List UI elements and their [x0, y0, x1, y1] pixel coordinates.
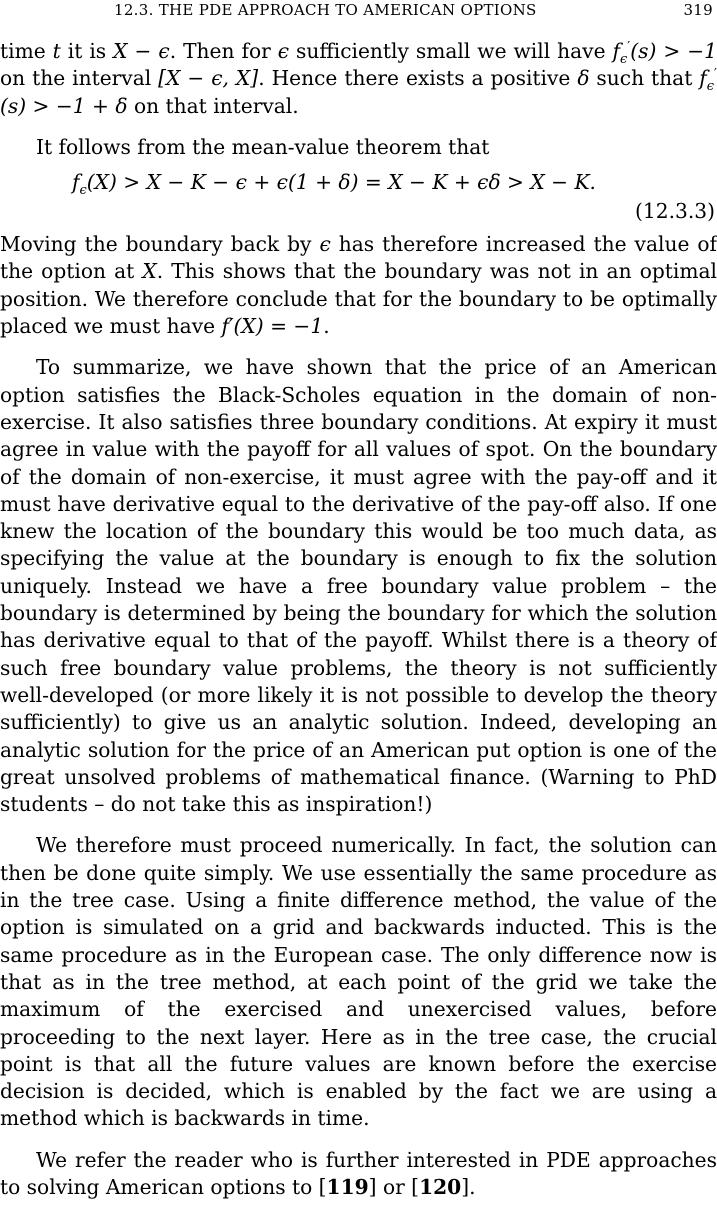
text-run: We refer the reader who is further interested in PDE approaches to solving American options to [	[0, 1147, 717, 1199]
equation-body: (X) > X − K − ϵ + ϵ(1 + δ) = X − K + ϵδ > X − K.	[86, 170, 596, 195]
text-run: Moving the boundary back by	[0, 232, 320, 257]
text-run: ] or [	[368, 1174, 420, 1199]
math-inequality: (s) > −1 + δ	[0, 93, 128, 118]
citation-link[interactable]: 120	[419, 1174, 462, 1199]
paragraph-boundary	[0, 231, 717, 340]
page-number: 319	[683, 1, 713, 19]
text-run: it is	[60, 39, 114, 63]
math-prime: ′	[627, 39, 631, 55]
math-prime: ′	[714, 66, 717, 82]
section-title: 12.3. THE PDE APPROACH TO AMERICAN OPTIONS	[114, 1, 537, 19]
math-f: f	[699, 66, 707, 91]
text-run: on the interval	[0, 66, 159, 91]
math-eps: ϵ	[319, 232, 331, 257]
paragraph-references	[0, 1147, 717, 1202]
math-delta: δ	[577, 66, 590, 91]
math-eps: ϵ	[277, 39, 290, 63]
running-head	[0, 0, 717, 20]
text-run: . Hence there exists a positive	[258, 66, 578, 91]
math-condition: f′(X) = −1	[221, 314, 324, 339]
math-f: f	[612, 39, 621, 63]
body-text	[0, 38, 717, 1201]
paragraph-numerical: We therefore must proceed numerically. In fact, the solution can then be done quite simply. We use essentially the same procedure as in the tree case. Using a finite difference method, the value of the option is simulated on a grid and backwards inducted. This is the same procedure as in the European case. The only difference now is that as in the tree method, at each point of the grid we take the maximum of the exercised and unexercised values, before proceeding to the next layer. Here as in the tree case, the crucial point is that all the future values are known before the exercise decision is decided, which is enabled by the fact we are using a method which is backwards in time.	[0, 833, 717, 1131]
paragraph-continuation	[0, 38, 717, 120]
text-run: time	[0, 39, 53, 63]
equation-number: (12.3.3)	[635, 199, 715, 224]
equation-formula	[72, 169, 596, 199]
math-inequality: (s) > −1	[630, 39, 717, 63]
text-run: ].	[461, 1174, 476, 1199]
text-run: has therefore increased the value of the option at	[0, 232, 717, 284]
math-x: X	[142, 259, 157, 284]
math-t: t	[52, 39, 61, 63]
text-run: . This shows that the boundary was not in an optimal position. We therefore conclude that for the boundary to be optimally placed we must have	[0, 259, 717, 339]
text-run: sufficiently small we will have	[289, 39, 613, 63]
math-interval: [X − ϵ, X]	[158, 66, 259, 91]
math-f: f	[72, 170, 80, 195]
text-run: .	[323, 314, 330, 339]
text-run: such that	[589, 66, 700, 91]
paragraph-mean-value: It follows from the mean-value theorem that	[36, 134, 490, 159]
paragraph-summary: To summarize, we have shown that the price of an American option satisfies the Black-Scholes equation in the domain of non-exercise. It also satisfies three boundary conditions. At expiry it must agree in value with the payoff for all values of spot. On the boundary of the domain of non-exercise, it must agree with the pay-off and it must have derivative equal to the derivative of the pay-off also. If one knew the location of the boundary this would be too much data, as specifying the value at the boundary is enough to fix the solution uniquely. Instead we have a free boundary value problem – the boundary is determined by being the boundary for which the solution has derivative equal to that of the payoff. Whilst there is a theory of such free boundary value problems, the theory is not sufficiently well-developed (or more likely it is not possible to develop the theory sufficiently) to give us an analytic solution. Indeed, developing an analytic solution for the price of an American put option is one of the great unsolved problems of mathematical finance. (Warning to PhD students – do not take this as inspiration!)	[0, 355, 717, 817]
math-subscript-eps: ϵ	[706, 79, 715, 95]
citation-link[interactable]: 119	[326, 1174, 369, 1199]
display-equation	[0, 169, 717, 225]
text-run: . Then for	[169, 39, 278, 63]
math-x-minus-eps: X − ϵ	[113, 39, 170, 63]
math-subscript-eps: ϵ	[620, 52, 628, 68]
math-subscript-eps: ϵ	[79, 183, 87, 199]
text-run: on that interval.	[127, 93, 299, 118]
